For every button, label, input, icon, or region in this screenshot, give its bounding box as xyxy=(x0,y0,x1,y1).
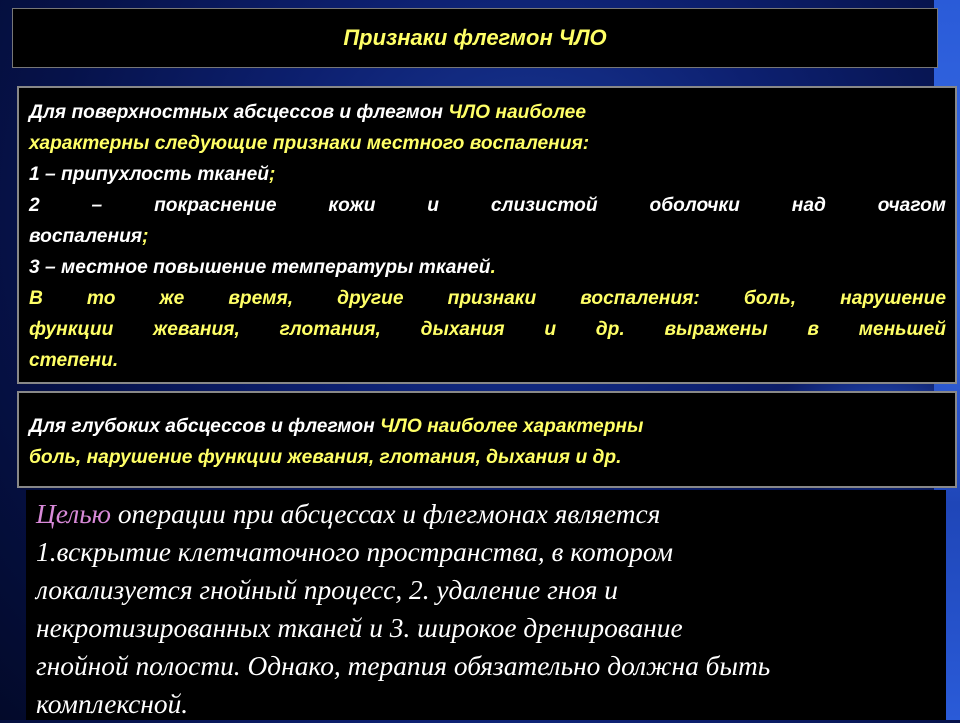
sign-item-2-line-1 xyxy=(29,190,946,221)
other-signs-line-2: функции жевания, глотания, дыхания и др. выражены в меньшей xyxy=(29,319,946,340)
operation-goal-box xyxy=(26,490,946,720)
sign-item-1 xyxy=(29,159,946,190)
goal-line-1-rest: операции при абсцессах и флегмонах является xyxy=(110,499,661,529)
intro-a: Для xyxy=(29,102,72,123)
sign-item-2-end: ; xyxy=(142,226,149,247)
goal-line-5: гнойной полости. Однако, терапия обязательно должна быть xyxy=(36,651,771,681)
deep-line-1-b: ЧЛО наиболее характерны xyxy=(380,416,644,437)
sign-item-2-line-2 xyxy=(29,221,946,252)
intro-line-1 xyxy=(29,97,946,128)
goal-word: Целью xyxy=(36,499,111,529)
goal-line-3: локализуется гнойный процесс, 2. удаление гноя и xyxy=(36,575,618,605)
deep-signs-box xyxy=(17,391,957,488)
sign-item-3-end: . xyxy=(490,257,496,278)
goal-line-1 xyxy=(36,495,938,533)
other-signs-line-3: степени. xyxy=(29,350,119,371)
deep-line-1 xyxy=(29,411,946,442)
sign-item-1-text: припухлость тканей xyxy=(61,164,270,185)
sign-item-3-text: местное повышение температуры тканей xyxy=(61,257,491,278)
other-signs-line-1: В то же время, другие признаки воспаления: боль, нарушение xyxy=(29,288,946,309)
goal-line-6: комплексной. xyxy=(36,689,189,719)
deep-line-2: боль, нарушение функции жевания, глотания, дыхания и др. xyxy=(29,447,622,468)
sign-item-1-number: 1 – xyxy=(29,164,62,185)
intro-c: ЧЛО наиболее xyxy=(448,102,586,123)
sign-item-1-end: ; xyxy=(269,164,276,185)
sign-item-2-text-cont: воспаления xyxy=(29,226,143,247)
goal-line-4: некротизированных тканей и 3. широкое дренирование xyxy=(36,613,683,643)
sign-item-2-number: 2 – xyxy=(29,195,155,216)
sign-item-3-number: 3 – xyxy=(29,257,62,278)
intro-line-2: характерны следующие признаки местного воспаления: xyxy=(29,133,590,154)
sign-item-2-text: покраснение кожи и слизистой оболочки над очагом xyxy=(154,195,946,216)
sign-item-3 xyxy=(29,252,946,283)
slide-title: Признаки флегмон ЧЛО xyxy=(343,25,607,50)
intro-b: поверхностных абсцессов и флегмон xyxy=(71,102,449,123)
goal-line-2: 1.вскрытие клетчаточного пространства, в котором xyxy=(36,537,673,567)
deep-line-1-a: Для глубоких абсцессов и флегмон xyxy=(29,416,381,437)
slide-title-box xyxy=(12,8,938,68)
superficial-signs-box xyxy=(17,86,957,384)
